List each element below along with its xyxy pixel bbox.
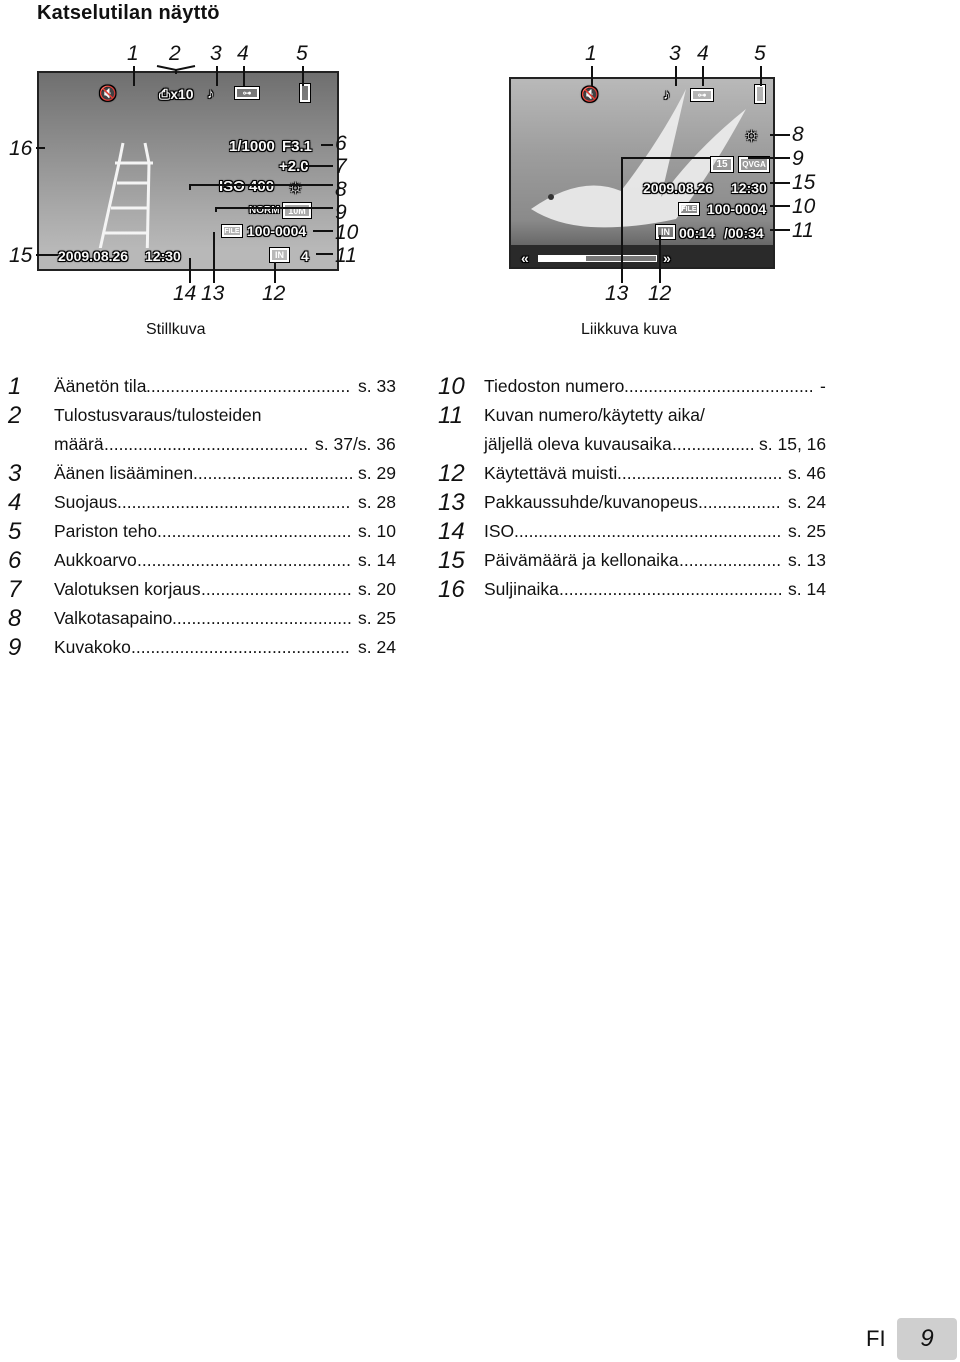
movie-callout-8: 8 xyxy=(792,123,804,146)
playback-progress-track xyxy=(538,255,657,262)
legend-number: 7 xyxy=(8,576,22,603)
legend-row xyxy=(430,459,850,488)
legend-dots: ..................................... xyxy=(172,608,352,628)
legend-left xyxy=(0,372,420,662)
print-reservation-icon: ⎙x10 xyxy=(159,86,194,102)
legend-page-ref: s. 24 xyxy=(788,492,826,512)
still-callout-9: 9 xyxy=(335,201,347,224)
still-caption: Stillkuva xyxy=(146,321,206,338)
silent-mode-icon: 🔇 xyxy=(581,86,599,102)
compression-mode: NORM xyxy=(249,205,280,216)
image-size-badge xyxy=(283,203,311,218)
date: 2009.08.26 xyxy=(58,248,129,264)
movie-callout-15: 15 xyxy=(792,171,816,194)
legend-dots: ....................................................... xyxy=(514,521,782,541)
legend-row xyxy=(430,575,850,604)
legend-dots: ..................... xyxy=(679,550,782,570)
legend-page-ref: s. 33 xyxy=(358,376,396,396)
file-icon xyxy=(222,225,242,237)
legend-row xyxy=(0,604,420,633)
internal-memory-icon xyxy=(656,225,675,239)
still-callout-3: 3 xyxy=(210,42,222,65)
legend-row xyxy=(430,546,850,575)
legend-number: 10 xyxy=(438,373,465,400)
legend-number: 12 xyxy=(438,460,465,487)
still-callout-2: 2 xyxy=(169,42,181,65)
file-number: 100-0004 xyxy=(707,201,767,217)
legend-number: 5 xyxy=(8,518,22,545)
legend-dots: ....................................... xyxy=(624,376,814,396)
legend-label: Äänetön tila xyxy=(54,376,147,396)
still-callout-7: 7 xyxy=(335,155,347,178)
silent-mode-icon: 🔇 xyxy=(99,85,117,101)
still-callout-13: 13 xyxy=(201,282,225,305)
white-balance-icon: ☼ xyxy=(743,124,760,144)
legend-dots: .............................................. xyxy=(559,579,783,599)
still-callout-14: 14 xyxy=(173,282,197,305)
aperture-value: F3.1 xyxy=(282,138,313,155)
legend-number: 6 xyxy=(8,547,22,574)
elapsed-time: 00:14 xyxy=(679,225,715,241)
legend-page-ref: s. 46 xyxy=(788,463,826,483)
framerate: 15 xyxy=(716,159,728,170)
legend-page-ref: s. 28 xyxy=(358,492,396,512)
protect-icon: ⊶ xyxy=(235,87,259,99)
legend-dots: ................................. xyxy=(193,463,354,483)
movie-caption: Liikkuva kuva xyxy=(581,321,678,338)
legend-right xyxy=(430,372,850,604)
legend-row xyxy=(0,546,420,575)
still-callout-11: 11 xyxy=(335,244,357,267)
internal-memory-icon xyxy=(270,248,289,262)
legend-number: 2 xyxy=(8,402,22,429)
still-callout-16: 16 xyxy=(9,137,33,160)
still-callout-5: 5 xyxy=(296,42,308,65)
sound-record-icon: ♪ xyxy=(663,86,670,102)
legend-dots: .................................. xyxy=(617,463,783,483)
white-balance-icon: ☼ xyxy=(287,176,304,196)
legend-number: 8 xyxy=(8,605,22,632)
legend-row xyxy=(0,488,420,517)
page-number: 9 xyxy=(920,1325,934,1352)
legend-label: Äänen lisääminen xyxy=(54,463,194,483)
legend-page-ref: s. 25 xyxy=(358,608,396,628)
legend-dots: ................. xyxy=(698,492,781,512)
legend-row xyxy=(430,401,850,430)
legend-row xyxy=(0,517,420,546)
frame-number: 4 xyxy=(301,248,309,264)
still-callout-4: 4 xyxy=(237,42,249,65)
legend-row xyxy=(0,430,420,459)
legend-row xyxy=(0,575,420,604)
legend-label: Suljinaika xyxy=(484,579,559,599)
legend-number: 13 xyxy=(438,489,465,516)
file-number: 100-0004 xyxy=(247,223,307,239)
legend-page-ref: s. 15, 16 xyxy=(759,434,827,454)
legend-dots: ........................................ xyxy=(157,521,352,541)
still-callout-8: 8 xyxy=(335,178,347,201)
battery-icon xyxy=(755,85,765,103)
total-time: /00:34 xyxy=(724,225,764,241)
legend-page-ref: s. 10 xyxy=(358,521,396,541)
legend-row xyxy=(0,633,420,662)
legend-label: Tiedoston numero xyxy=(484,376,625,396)
movie-callout-5: 5 xyxy=(754,42,766,65)
memory-label: IN xyxy=(275,250,284,260)
iso-value: ISO 400 xyxy=(219,178,275,195)
still-callout-10: 10 xyxy=(335,221,359,244)
fast-forward-icon: » xyxy=(663,250,671,266)
legend-label: Valotuksen korjaus xyxy=(54,579,201,599)
legend-label: Valkotasapaino xyxy=(54,608,173,628)
legend-number: 11 xyxy=(438,402,463,429)
legend-number: 15 xyxy=(438,547,465,574)
rewind-icon: « xyxy=(521,250,529,266)
file-label: FILE xyxy=(681,205,697,213)
legend-label: Suojaus xyxy=(54,492,118,512)
time: 12:30 xyxy=(731,180,767,196)
sound-record-icon: ♪ xyxy=(207,85,214,101)
legend-label: Pariston teho xyxy=(54,521,158,541)
legend-page-ref: s. 14 xyxy=(788,579,826,599)
legend-row xyxy=(430,430,850,459)
legend-page-ref: s. 37/s. 36 xyxy=(315,434,396,454)
movie-size-badge xyxy=(739,157,769,172)
legend-page-ref: s. 13 xyxy=(788,550,826,570)
legend-number: 16 xyxy=(438,576,465,603)
movie-callout-13: 13 xyxy=(605,282,629,305)
legend-dots: ............................................ xyxy=(137,550,351,570)
legend-page-ref: s. 29 xyxy=(358,463,396,483)
file-label: FILE xyxy=(224,227,240,235)
still-callout-1: 1 xyxy=(127,42,139,65)
legend-dots: .......................................... xyxy=(104,434,309,454)
legend-label: Kuvakoko xyxy=(54,637,131,657)
legend-label: Pakkaussuhde/kuvanopeus xyxy=(484,492,699,512)
framerate-badge xyxy=(711,157,733,172)
section-title: Katselutilan näyttö xyxy=(37,2,220,24)
language-label: FI xyxy=(866,1326,886,1351)
legend-row xyxy=(430,488,850,517)
shutter-speed: 1/1000 xyxy=(229,138,275,155)
legend-dots: ............................................. xyxy=(131,637,350,657)
legend-page-ref: s. 24 xyxy=(358,637,396,657)
legend-number: 9 xyxy=(8,634,22,661)
print-count: x10 xyxy=(170,86,194,102)
legend-dots: ................................................ xyxy=(117,492,351,512)
exposure-compensation: +2.0 xyxy=(279,158,309,175)
legend-label: Käytettävä muisti xyxy=(484,463,618,483)
still-image-screen xyxy=(37,71,339,271)
battery-icon xyxy=(300,84,310,102)
legend-label: määrä xyxy=(54,434,104,454)
legend-label: Päivämäärä ja kellonaika xyxy=(484,550,679,570)
legend-row xyxy=(430,517,850,546)
movie-callout-10: 10 xyxy=(792,195,816,218)
legend-row xyxy=(0,459,420,488)
legend-row xyxy=(430,372,850,401)
legend-row xyxy=(0,401,420,430)
movie-screen xyxy=(509,77,775,269)
movie-callout-1: 1 xyxy=(585,42,597,65)
movie-callout-4: 4 xyxy=(697,42,709,65)
playback-progress-fill xyxy=(539,256,586,261)
movie-callout-3: 3 xyxy=(669,42,681,65)
page-number-box xyxy=(897,1318,957,1360)
legend-number: 1 xyxy=(8,373,22,400)
legend-dots: ............................... xyxy=(201,579,352,599)
time: 12:30 xyxy=(145,248,181,264)
legend-row xyxy=(0,372,420,401)
movie-callout-9: 9 xyxy=(792,147,804,170)
protect-icon: ⊶ xyxy=(691,89,713,101)
legend-page-ref: s. 14 xyxy=(358,550,396,570)
legend-label: Kuvan numero/käytetty aika/ xyxy=(484,405,705,425)
legend-label: ISO xyxy=(484,521,515,541)
legend-label: Tulostusvaraus/tulosteiden xyxy=(54,405,262,425)
legend-number: 4 xyxy=(8,489,22,516)
legend-label: Aukkoarvo xyxy=(54,550,137,570)
still-callout-15: 15 xyxy=(9,244,33,267)
file-icon xyxy=(679,203,699,215)
legend-number: 3 xyxy=(8,460,22,487)
image-size: 10M xyxy=(288,205,306,216)
movie-callout-11: 11 xyxy=(792,219,814,242)
memory-label: IN xyxy=(661,227,670,237)
legend-page-ref: s. 25 xyxy=(788,521,826,541)
legend-page-ref: s. 20 xyxy=(358,579,396,599)
still-callout-12: 12 xyxy=(262,282,286,305)
still-callout-6: 6 xyxy=(335,132,347,155)
movie-size: QVGA xyxy=(742,160,766,169)
legend-dots: .......................................... xyxy=(146,376,351,396)
legend-dots: ................. xyxy=(672,434,755,454)
legend-page-ref: - xyxy=(820,376,826,396)
legend-number: 14 xyxy=(438,518,465,545)
legend-label: jäljellä oleva kuvausaika xyxy=(484,434,672,454)
movie-callout-12: 12 xyxy=(648,282,672,305)
date: 2009.08.26 xyxy=(643,180,714,196)
